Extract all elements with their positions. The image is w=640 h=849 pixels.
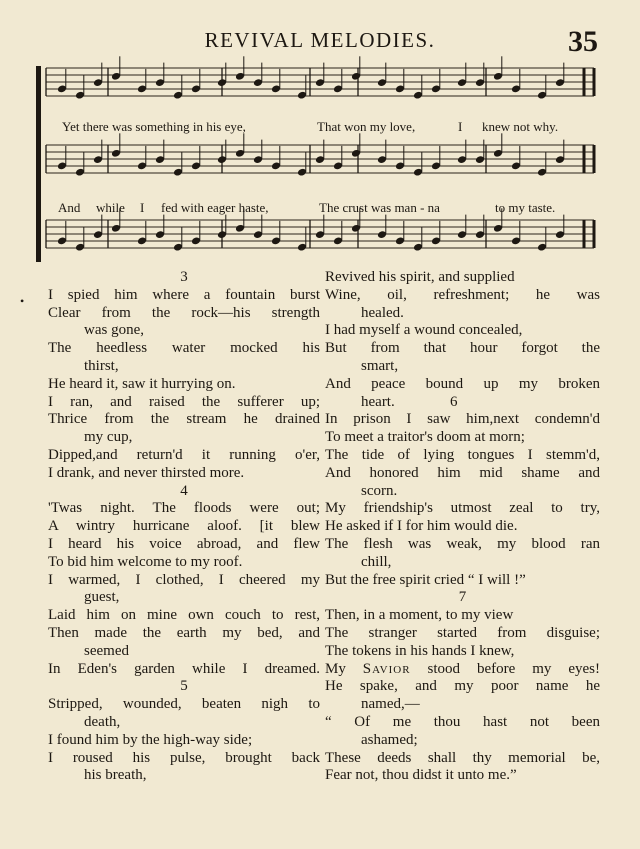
verse-line: I roused his pulse, brought back [48,749,320,766]
lyric-fragment: while [96,200,125,215]
verse-line: named,— [361,696,420,713]
verse-line: “ Of me thou hast not been [325,713,600,730]
verse-line: healed. [361,304,404,321]
lyric-fragment: fed with eager haste, [161,200,269,215]
hymn-text-right-column [325,269,600,785]
verse-line: Laid him on mine own couch to rest, [48,607,320,624]
verse-line: The heedless water mocked his [48,340,320,357]
hymn-text-left-column [48,269,320,785]
running-title: REVIVAL MELODIES. [204,28,436,52]
verse-line: To bid him welcome to my roof. [48,553,243,570]
verse-line: He heard it, saw it hurrying on. [48,375,236,392]
verse-line: In prison I saw him,next condemn'd [325,411,600,428]
verse-line: Fear not, thou didst it unto me.” [325,767,517,784]
verse-line: smart, [361,357,399,374]
verse-line: The flesh was weak, my blood ran [325,535,600,552]
stanza-number: 6 [450,393,458,410]
lyric-fragment: knew not why. [482,119,559,134]
margin-mark: • [20,294,25,308]
staff-lines [36,66,594,262]
verse-line: But the free spirit cried “ I will !” [325,571,526,588]
verse-line: To meet a traitor's doom at morn; [325,429,525,446]
verse-line: The tokens in his hands I knew, [325,642,515,659]
verse-line: I warmed, I clothed, I cheered my [48,571,320,588]
verse-line: Dipped,and return'd it running o'er, [48,446,320,463]
verse-line: He asked if I for him would die. [325,518,518,535]
verse-line: my cup, [84,429,133,446]
lyric-fragment: And [58,200,81,215]
verse-line: his breath, [84,767,147,784]
verse-line: Revived his spirit, and supplied [325,269,515,285]
verse-line: The tide of lying tongues I stemm'd, [325,446,600,463]
verse-line: I found him by the high-way side; [48,731,253,748]
verse-line: In Eden's garden while I dreamed. [48,660,320,677]
verse-line: Clear from the rock—his strength [48,304,320,321]
verse-line: A wintry hurricane aloof. [it blew [48,518,320,535]
verse-line: heart. 6 [361,393,458,410]
lyric-fragment: Yet there was something in his eye, [62,119,246,134]
verse-line: Stripped, wounded, beaten nigh to [48,696,320,713]
verse-line: Then made the earth my bed, and [48,624,320,641]
verse-line: thirst, [84,357,119,374]
verse-line: scorn. [361,482,398,499]
verse-line: ashamed; [361,731,418,748]
verse-line: 'Twas night. The floods were out; [48,500,320,517]
verse-line: death, [84,713,121,730]
stanza-number: 5 [180,678,188,695]
lyric-fragment: The crust was man - na [319,200,440,215]
lyric-fragment: I [458,119,463,134]
stanza-number: 7 [458,589,467,606]
verse-line: But from that hour forgot the [325,340,600,357]
verse-line: He spake, and my poor name he [325,678,600,695]
verse-line: I spied him where a fountain burst [48,286,320,303]
verse-line: And honored him mid shame and [325,464,600,481]
page-number: 35 [568,25,598,58]
verse-line: guest, [84,589,120,606]
verse-line: Then, in a moment, to my view [325,607,514,624]
notes [57,56,565,251]
music-score [0,0,640,270]
verse-line: And peace bound up my broken [325,375,600,392]
verse-line: was gone, [84,322,144,339]
verse-line: My Savior stood before my eyes! [325,660,600,677]
stanza-number: 4 [180,482,188,499]
lyric-fragment: to my taste. [495,200,556,215]
verse-line: chill, [361,553,392,570]
system-brace [36,66,41,262]
lyric-fragment: That won my love, [317,119,416,134]
verse-line: I ran, and raised the sufferer up; [48,393,320,410]
stanza-number: 3 [180,269,188,285]
verse-line: I heard his voice abroad, and flew [48,535,320,552]
verse-line: These deeds shall thy memorial be, [325,749,600,766]
verse-line: seemed [84,642,129,659]
verse-line: My friendship's utmost zeal to try, [325,500,600,517]
verse-line: I had myself a wound concealed, [325,322,523,339]
verse-line: Thrice from the stream he drained [48,411,320,428]
lyric-fragment: I [140,200,145,215]
verse-line: The stranger started from disguise; [325,624,600,641]
verse-line: Wine, oil, refreshment; he was [325,286,600,303]
verse-line: I drank, and never thirsted more. [48,464,245,481]
